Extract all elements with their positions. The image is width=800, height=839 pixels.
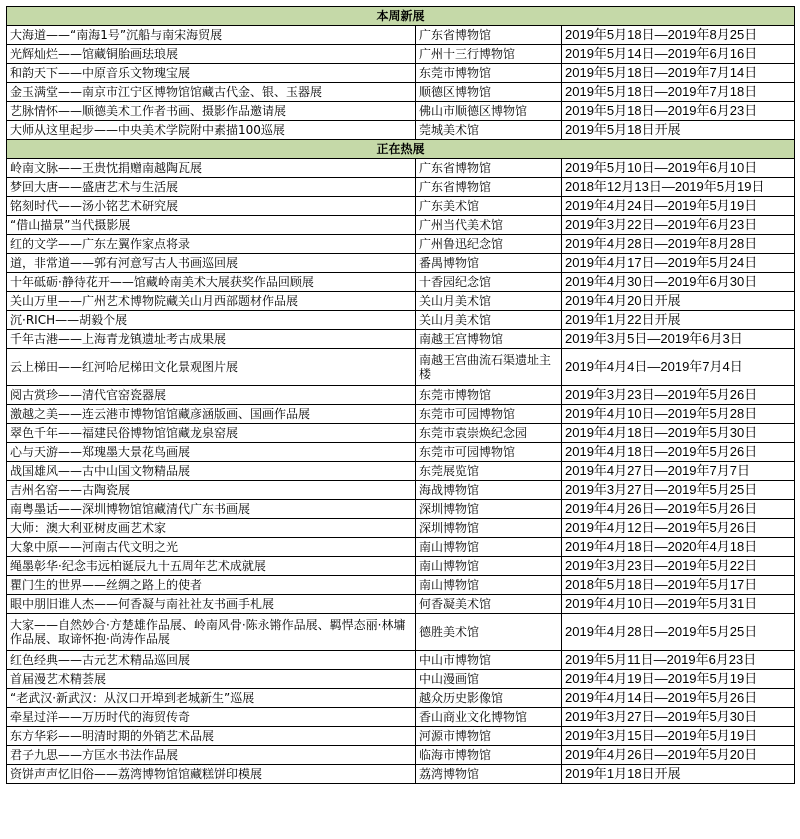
- date-range-cell: 2019年5月18日—2019年7月14日: [562, 64, 795, 83]
- venue-cell: 十香园纪念馆: [416, 273, 562, 292]
- exhibition-name-cell: 眼中朋旧谁人杰——何香凝与南社社友书画手札展: [7, 595, 416, 614]
- venue-cell: 关山月美术馆: [416, 311, 562, 330]
- date-range-cell: 2019年5月14日—2019年6月16日: [562, 45, 795, 64]
- venue-cell: 东莞市可园博物馆: [416, 405, 562, 424]
- exhibition-name-cell: 云上梯田——红河哈尼梯田文化景观图片展: [7, 349, 416, 386]
- date-range-cell: 2019年4月19日—2019年5月19日: [562, 670, 795, 689]
- exhibition-name-cell: 大师从这里起步——中央美术学院附中素描100巡展: [7, 121, 416, 140]
- exhibition-table: [6, 6, 795, 784]
- date-range-cell: 2019年3月23日—2019年5月26日: [562, 386, 795, 405]
- venue-cell: 南越王宫博物馆: [416, 330, 562, 349]
- exhibition-name-cell: 东方华彩——明清时期的外销艺术品展: [7, 727, 416, 746]
- venue-cell: 荔湾博物馆: [416, 765, 562, 784]
- exhibition-name-cell: 翠色千年——福建民俗博物馆馆藏龙泉窑展: [7, 424, 416, 443]
- venue-cell: 东莞市博物馆: [416, 64, 562, 83]
- date-range-cell: 2018年12月13日—2019年5月19日: [562, 178, 795, 197]
- venue-cell: 香山商业文化博物馆: [416, 708, 562, 727]
- venue-cell: 广州当代美术馆: [416, 216, 562, 235]
- date-range-cell: 2019年4月26日—2019年5月26日: [562, 500, 795, 519]
- venue-cell: 广东省博物馆: [416, 178, 562, 197]
- table-row: [7, 197, 795, 216]
- exhibition-name-cell: 道，非常道——郭有河意写古人书画巡回展: [7, 254, 416, 273]
- date-range-cell: 2019年5月18日开展: [562, 121, 795, 140]
- date-range-cell: 2019年4月28日—2019年8月28日: [562, 235, 795, 254]
- exhibition-name-cell: 关山万里——广州艺术博物院藏关山月西部题材作品展: [7, 292, 416, 311]
- table-row: [7, 538, 795, 557]
- exhibition-name-cell: 战国雄风——古中山国文物精品展: [7, 462, 416, 481]
- venue-cell: 何香凝美术馆: [416, 595, 562, 614]
- date-range-cell: 2019年4月10日—2019年5月28日: [562, 405, 795, 424]
- date-range-cell: 2019年4月18日—2019年5月30日: [562, 424, 795, 443]
- date-range-cell: 2019年3月23日—2019年5月22日: [562, 557, 795, 576]
- section-title: 本周新展: [7, 7, 795, 26]
- table-row: [7, 273, 795, 292]
- exhibition-name-cell: 牵星过洋——万历时代的海贸传奇: [7, 708, 416, 727]
- date-range-cell: 2019年4月10日—2019年5月31日: [562, 595, 795, 614]
- table-row: [7, 727, 795, 746]
- exhibition-name-cell: 激越之美——连云港市博物馆馆藏彦涵版画、国画作品展: [7, 405, 416, 424]
- exhibition-name-cell: 大家——自然妙合·方楚雄作品展、岭南风骨·陈永锵作品展、羁悍态丽·林墉作品展、取谛怀抱·尚涛作品展: [7, 614, 416, 651]
- exhibition-name-cell: 首届漫艺术精荟展: [7, 670, 416, 689]
- venue-cell: 广东省博物馆: [416, 26, 562, 45]
- date-range-cell: 2019年5月18日—2019年7月18日: [562, 83, 795, 102]
- exhibition-name-cell: 红的文学——广东左翼作家点将录: [7, 235, 416, 254]
- venue-cell: 顺德区博物馆: [416, 83, 562, 102]
- date-range-cell: 2019年1月22日开展: [562, 311, 795, 330]
- section-title: 正在热展: [7, 140, 795, 159]
- exhibition-name-cell: 金玉满堂——南京市江宁区博物馆馆藏古代金、银、玉器展: [7, 83, 416, 102]
- venue-cell: 关山月美术馆: [416, 292, 562, 311]
- date-range-cell: 2019年4月20日开展: [562, 292, 795, 311]
- table-row: [7, 349, 795, 386]
- table-row: [7, 121, 795, 140]
- date-range-cell: 2019年5月18日—2019年6月23日: [562, 102, 795, 121]
- venue-cell: 广东省博物馆: [416, 159, 562, 178]
- table-row: [7, 216, 795, 235]
- date-range-cell: 2019年4月27日—2019年7月7日: [562, 462, 795, 481]
- exhibition-name-cell: 铭刻时代——汤小铭艺术研究展: [7, 197, 416, 216]
- venue-cell: 南越王宫曲流石渠遗址主楼: [416, 349, 562, 386]
- table-row: [7, 311, 795, 330]
- date-range-cell: 2019年4月28日—2019年5月25日: [562, 614, 795, 651]
- table-row: [7, 689, 795, 708]
- table-row: [7, 64, 795, 83]
- table-row: [7, 765, 795, 784]
- table-row: [7, 83, 795, 102]
- date-range-cell: 2019年4月26日—2019年5月20日: [562, 746, 795, 765]
- date-range-cell: 2019年3月22日—2019年6月23日: [562, 216, 795, 235]
- venue-cell: 临海市博物馆: [416, 746, 562, 765]
- venue-cell: 东莞市可园博物馆: [416, 443, 562, 462]
- date-range-cell: 2019年3月27日—2019年5月30日: [562, 708, 795, 727]
- venue-cell: 河源市博物馆: [416, 727, 562, 746]
- table-row: [7, 292, 795, 311]
- table-row: [7, 481, 795, 500]
- table-row: [7, 614, 795, 651]
- venue-cell: 中山市博物馆: [416, 651, 562, 670]
- date-range-cell: 2019年4月18日—2019年5月26日: [562, 443, 795, 462]
- venue-cell: 广州十三行博物馆: [416, 45, 562, 64]
- exhibition-name-cell: 阅古赏珍——清代官窑瓷器展: [7, 386, 416, 405]
- table-row: [7, 746, 795, 765]
- exhibition-name-cell: 红色经典——古元艺术精品巡回展: [7, 651, 416, 670]
- exhibition-name-cell: 大师：澳大利亚树皮画艺术家: [7, 519, 416, 538]
- exhibition-name-cell: 艺脉情怀——顺德美术工作者书画、摄影作品邀请展: [7, 102, 416, 121]
- exhibition-name-cell: 十年砥砺·静待花开——馆藏岭南美术大展获奖作品回顾展: [7, 273, 416, 292]
- section-header-row: [7, 7, 795, 26]
- table-row: [7, 670, 795, 689]
- venue-cell: 广州鲁迅纪念馆: [416, 235, 562, 254]
- table-row: [7, 386, 795, 405]
- date-range-cell: 2019年5月10日—2019年6月10日: [562, 159, 795, 178]
- date-range-cell: 2019年4月18日—2020年4月18日: [562, 538, 795, 557]
- date-range-cell: 2019年1月18日开展: [562, 765, 795, 784]
- table-row: [7, 102, 795, 121]
- venue-cell: 海战博物馆: [416, 481, 562, 500]
- exhibition-name-cell: 吉州名窑——古陶瓷展: [7, 481, 416, 500]
- table-row: [7, 45, 795, 64]
- table-row: [7, 424, 795, 443]
- date-range-cell: 2019年4月24日—2019年5月19日: [562, 197, 795, 216]
- exhibition-name-cell: 大象中原——河南古代文明之光: [7, 538, 416, 557]
- date-range-cell: 2019年3月15日—2019年5月19日: [562, 727, 795, 746]
- table-row: [7, 405, 795, 424]
- date-range-cell: 2019年5月11日—2019年6月23日: [562, 651, 795, 670]
- venue-cell: 德胜美术馆: [416, 614, 562, 651]
- exhibition-name-cell: 瞿门生的世界——丝绸之路上的使者: [7, 576, 416, 595]
- date-range-cell: 2019年3月5日—2019年6月3日: [562, 330, 795, 349]
- exhibition-name-cell: “老武汉·新武汉：从汉口开埠到老城新生”巡展: [7, 689, 416, 708]
- date-range-cell: 2019年4月17日—2019年5月24日: [562, 254, 795, 273]
- table-row: [7, 576, 795, 595]
- venue-cell: 南山博物馆: [416, 538, 562, 557]
- table-row: [7, 443, 795, 462]
- venue-cell: 番禺博物馆: [416, 254, 562, 273]
- date-range-cell: 2019年3月27日—2019年5月25日: [562, 481, 795, 500]
- exhibition-name-cell: 梦回大唐——盛唐艺术与生活展: [7, 178, 416, 197]
- exhibition-name-cell: 绳墨彰华·纪念韦远柏诞辰九十五周年艺术成就展: [7, 557, 416, 576]
- table-row: [7, 519, 795, 538]
- date-range-cell: 2018年5月18日—2019年5月17日: [562, 576, 795, 595]
- exhibition-name-cell: 光辉灿烂——馆藏铜胎画珐琅展: [7, 45, 416, 64]
- table-row: [7, 159, 795, 178]
- exhibition-name-cell: “借山描景”当代摄影展: [7, 216, 416, 235]
- table-row: [7, 235, 795, 254]
- table-row: [7, 178, 795, 197]
- venue-cell: 南山博物馆: [416, 557, 562, 576]
- venue-cell: 南山博物馆: [416, 576, 562, 595]
- date-range-cell: 2019年4月4日—2019年7月4日: [562, 349, 795, 386]
- date-range-cell: 2019年4月14日—2019年5月26日: [562, 689, 795, 708]
- exhibition-name-cell: 君子九思——方匡水书法作品展: [7, 746, 416, 765]
- venue-cell: 东莞市袁崇焕纪念园: [416, 424, 562, 443]
- venue-cell: 中山漫画馆: [416, 670, 562, 689]
- date-range-cell: 2019年4月12日—2019年5月26日: [562, 519, 795, 538]
- venue-cell: 深圳博物馆: [416, 519, 562, 538]
- date-range-cell: 2019年5月18日—2019年8月25日: [562, 26, 795, 45]
- section-header-row: [7, 140, 795, 159]
- venue-cell: 佛山市顺德区博物馆: [416, 102, 562, 121]
- table-row: [7, 557, 795, 576]
- date-range-cell: 2019年4月30日—2019年6月30日: [562, 273, 795, 292]
- table-row: [7, 500, 795, 519]
- venue-cell: 广东美术馆: [416, 197, 562, 216]
- exhibition-name-cell: 沉·RICH——胡毅个展: [7, 311, 416, 330]
- exhibition-name-cell: 大海道——“南海1号”沉船与南宋海贸展: [7, 26, 416, 45]
- exhibition-name-cell: 资饼声声忆旧俗——荔湾博物馆馆藏糕饼印模展: [7, 765, 416, 784]
- table-row: [7, 708, 795, 727]
- table-row: [7, 651, 795, 670]
- venue-cell: 莞城美术馆: [416, 121, 562, 140]
- venue-cell: 东莞展览馆: [416, 462, 562, 481]
- exhibition-name-cell: 岭南文脉——王贵忱捐赠南越陶瓦展: [7, 159, 416, 178]
- venue-cell: 东莞市博物馆: [416, 386, 562, 405]
- venue-cell: 深圳博物馆: [416, 500, 562, 519]
- table-row: [7, 26, 795, 45]
- exhibition-name-cell: 心与天游——郑瑰墨大景花鸟画展: [7, 443, 416, 462]
- table-row: [7, 330, 795, 349]
- table-row: [7, 254, 795, 273]
- exhibition-name-cell: 南粤墨话——深圳博物馆馆藏清代广东书画展: [7, 500, 416, 519]
- exhibition-name-cell: 和韵天下——中原音乐文物瑰宝展: [7, 64, 416, 83]
- exhibition-table-body: [7, 7, 795, 784]
- table-row: [7, 462, 795, 481]
- table-row: [7, 595, 795, 614]
- venue-cell: 越众历史影像馆: [416, 689, 562, 708]
- exhibition-name-cell: 千年古港——上海青龙镇遗址考古成果展: [7, 330, 416, 349]
